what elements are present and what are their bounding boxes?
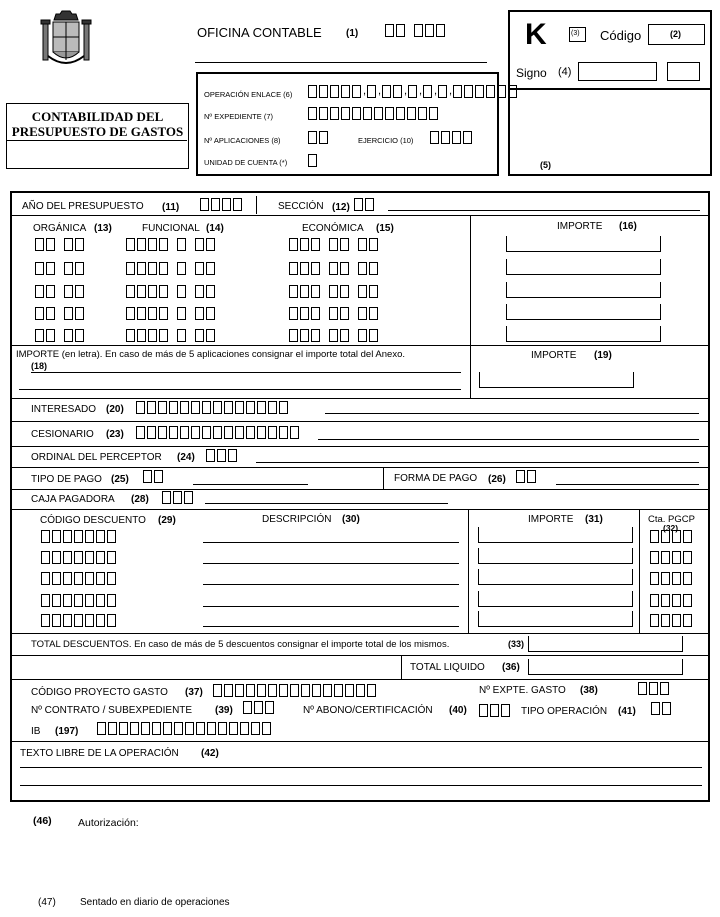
total-descuentos-label: TOTAL DESCUENTOS. En caso de más de 5 descuentos consignar el importe total de los mismos.: [31, 639, 450, 650]
field-number-30: (30): [342, 514, 360, 525]
aplicaciones-label: Nº APLICACIONES (8): [204, 136, 281, 145]
field-number-32: (32): [663, 523, 679, 533]
texto-libre-line-2[interactable]: [20, 785, 702, 786]
contrato-label: Nº CONTRATO / SUBEXPEDIENTE: [31, 705, 193, 716]
cta-pgcp-label: Cta. PGCP: [648, 514, 695, 525]
field-number-16: (16): [619, 221, 637, 232]
contabilidad-title: CONTABILIDAD DEL PRESUPUESTO DE GASTOS: [11, 109, 184, 139]
importe-19-label: IMPORTE: [531, 350, 577, 361]
cesionario-boxes[interactable]: [136, 426, 301, 439]
field-number-13: (13): [94, 223, 112, 234]
oficina-contable-boxes[interactable]: [385, 24, 447, 37]
field-number-197: (197): [55, 726, 79, 737]
expediente-label: Nº EXPEDIENTE (7): [204, 112, 274, 121]
k-box: [508, 10, 712, 176]
field-number-38: (38): [580, 685, 598, 696]
coat-of-arms-icon: [40, 10, 92, 72]
abono-label: Nº ABONO/CERTIFICACIÓN: [303, 705, 433, 716]
field-number-39: (39): [215, 705, 233, 716]
operacion-enlace-boxes[interactable]: , , , , , ,: [308, 85, 519, 98]
signo-box[interactable]: [578, 62, 657, 81]
autorizacion-label: Autorización:: [78, 817, 139, 829]
field-number-24: (24): [177, 452, 195, 463]
importe-letra-line-2[interactable]: [19, 389, 461, 390]
codigo-proyecto-boxes[interactable]: [213, 684, 378, 697]
operacion-enlace-label: OPERACIÓN ENLACE (6): [204, 90, 293, 99]
field-number-29: (29): [158, 515, 176, 526]
codigo-proyecto-label: CÓDIGO PROYECTO GASTO: [31, 687, 168, 698]
importe-letra-label: IMPORTE (en letra). En caso de más de 5 aplicaciones consignar el importe total del Anexo.: [16, 349, 405, 360]
field-number-15: (15): [376, 223, 394, 234]
ejercicio-label: EJERCICIO (10): [358, 136, 414, 145]
total-liquido-label: TOTAL LIQUIDO: [410, 662, 485, 673]
field-number-31: (31): [585, 514, 603, 525]
importe-19-field[interactable]: [479, 372, 634, 388]
field-number-42: (42): [201, 748, 219, 759]
field-number-41: (41): [618, 706, 636, 717]
economica-label: ECONÓMICA: [302, 223, 364, 234]
abono-boxes[interactable]: [479, 704, 512, 717]
interesado-label: INTERESADO: [31, 404, 97, 415]
codigo-descuento-label: CÓDIGO DESCUENTO: [40, 515, 146, 526]
field-number-18: (18): [31, 361, 48, 371]
tipo-operacion-boxes[interactable]: [651, 702, 673, 715]
aplicaciones-boxes[interactable]: [308, 131, 330, 144]
k-letter: K: [525, 18, 547, 51]
total-liquido-field[interactable]: [528, 659, 683, 675]
ano-presupuesto-label: AÑO DEL PRESUPUESTO: [22, 201, 144, 212]
field-number-5: (5): [540, 160, 551, 170]
field-number-36: (36): [502, 662, 520, 673]
importe-letra-line-1[interactable]: [31, 372, 461, 373]
field-number-40: (40): [449, 705, 467, 716]
field-number-28: (28): [131, 494, 149, 505]
field-number-47: (47): [38, 897, 56, 908]
field-number-20: (20): [106, 404, 124, 415]
tipo-pago-boxes[interactable]: [143, 470, 165, 483]
contrato-boxes[interactable]: [243, 701, 276, 714]
contabilidad-box: [6, 103, 189, 169]
caja-label: CAJA PAGADORA: [31, 494, 115, 505]
funcional-label: FUNCIONAL: [142, 223, 200, 234]
importe-31-label: IMPORTE: [528, 514, 574, 525]
seccion-label: SECCIÓN: [278, 201, 324, 212]
forma-pago-boxes[interactable]: [516, 470, 538, 483]
caja-boxes[interactable]: [162, 491, 195, 504]
field-number-37: (37): [185, 687, 203, 698]
unidad-cuenta-label: UNIDAD DE CUENTA (*): [204, 158, 288, 167]
sentado-label: Sentado en diario de operaciones: [80, 897, 230, 908]
signo-label: Signo: [516, 66, 547, 80]
ib-boxes[interactable]: [97, 722, 273, 735]
forma-pago-label: FORMA DE PAGO: [394, 473, 478, 484]
signo-box-2[interactable]: [667, 62, 700, 81]
expte-gasto-boxes[interactable]: [638, 682, 671, 695]
field-number-11: (11): [162, 202, 180, 213]
cesionario-label: CESIONARIO: [31, 429, 94, 440]
field-number-23: (23): [106, 429, 124, 440]
expediente-boxes[interactable]: [308, 107, 440, 120]
oficina-contable-label: OFICINA CONTABLE: [197, 25, 322, 40]
descripcion-label: DESCRIPCIÓN: [262, 514, 332, 525]
interesado-boxes[interactable]: [136, 401, 290, 414]
importe-label: IMPORTE: [557, 221, 603, 232]
total-descuentos-field[interactable]: [528, 636, 683, 652]
field-number-19: (19): [594, 350, 612, 361]
operacion-box: [196, 72, 499, 176]
unidad-cuenta-box[interactable]: [308, 154, 319, 167]
field-number-26: (26): [488, 474, 506, 485]
ejercicio-boxes[interactable]: [430, 131, 474, 144]
field-number-46: (46): [33, 815, 52, 827]
field-number-1: (1): [346, 28, 359, 39]
codigo-box[interactable]: (2): [648, 24, 705, 45]
ordinal-boxes[interactable]: [206, 449, 239, 462]
texto-libre-label: TEXTO LIBRE DE LA OPERACIÓN: [20, 748, 179, 759]
organica-label: ORGÁNICA: [33, 223, 87, 234]
ordinal-label: ORDINAL DEL PERCEPTOR: [31, 452, 162, 463]
codigo-label: Código: [600, 28, 642, 43]
ib-label: IB: [31, 726, 41, 737]
field-number-25: (25): [111, 474, 129, 485]
field-number-33: (33): [508, 639, 525, 649]
field-number-4: (4): [558, 66, 572, 78]
seccion-boxes[interactable]: [354, 198, 376, 211]
field-number-14: (14): [206, 223, 224, 234]
expte-gasto-label: Nº EXPTE. GASTO: [479, 685, 566, 696]
texto-libre-line-1[interactable]: [20, 767, 702, 768]
tipo-pago-label: TIPO DE PAGO: [31, 474, 102, 485]
field-3-box[interactable]: (3): [569, 27, 586, 42]
field-number-12: (12): [332, 202, 350, 213]
ano-boxes[interactable]: [200, 198, 244, 211]
tipo-operacion-label: TIPO OPERACIÓN: [521, 706, 608, 717]
